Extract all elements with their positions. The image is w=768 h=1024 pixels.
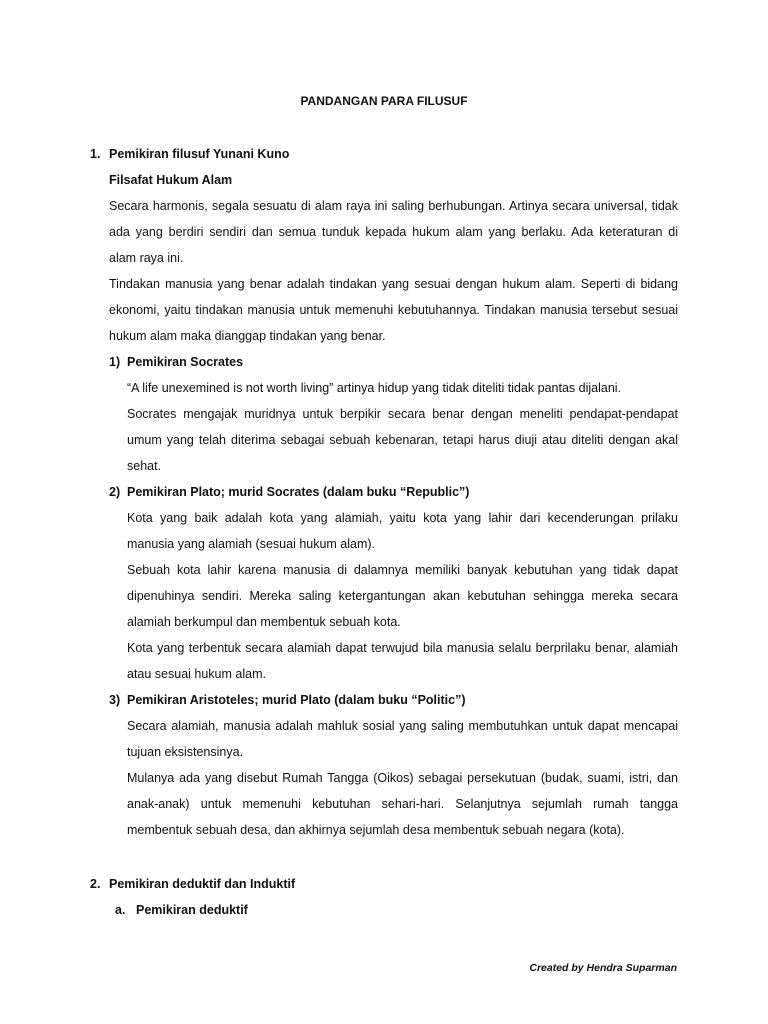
item-3-number: 3) bbox=[109, 693, 121, 707]
section-2-heading: Pemikiran deduktif dan Induktif bbox=[109, 877, 296, 891]
item-3-heading: Pemikiran Aristoteles; murid Plato (dalam buku “Politic”) bbox=[127, 693, 466, 707]
item-2-number: 2) bbox=[109, 485, 121, 499]
item-2-line: alamiah berkumpul dan membentuk sebuah kota. bbox=[127, 615, 401, 629]
paragraph-line: alam raya ini. bbox=[109, 251, 184, 265]
item-2-line: Kota yang terbentuk secara alamiah dapat terwujud bila manusia selalu berprilaku benar, alamiah bbox=[127, 641, 678, 655]
item-3-line: anak-anak) untuk memenuhi kebutuhan sehari-hari. Selanjutnya sejumlah rumah tangga bbox=[127, 797, 678, 811]
item-1-line: umum yang telah diterima sebagai sebuah kebenaran, tetapi harus diuji atau diteliti dengan akal bbox=[127, 433, 678, 447]
item-3-line: Secara alamiah, manusia adalah mahluk sosial yang saling membutuhkan untuk dapat mencapai bbox=[127, 719, 678, 733]
section-2a-heading: Pemikiran deduktif bbox=[136, 903, 248, 917]
document-title: PANDANGAN PARA FILUSUF bbox=[300, 94, 468, 108]
item-2-line: atau sesuai hukum alam. bbox=[127, 667, 266, 681]
item-3-line: Mulanya ada yang disebut Rumah Tangga (Oikos) sebagai persekutuan (budak, suami, istri, dan bbox=[127, 771, 678, 785]
item-2-heading: Pemikiran Plato; murid Socrates (dalam buku “Republic”) bbox=[127, 485, 470, 499]
paragraph-line: Tindakan manusia yang benar adalah tindakan yang sesuai dengan hukum alam. Seperti di bidang bbox=[109, 277, 678, 291]
paragraph-line: ekonomi, yaitu tindakan manusia untuk memenuhi kebutuhannya. Tindakan manusia tersebut sesuai bbox=[109, 303, 678, 317]
section-1-number: 1. bbox=[90, 147, 101, 161]
footer-credit: Created by Hendra Suparman bbox=[529, 962, 677, 974]
section-2a-number: a. bbox=[115, 903, 126, 917]
item-1-line: sehat. bbox=[127, 459, 162, 473]
section-1-subheading: Filsafat Hukum Alam bbox=[109, 173, 233, 187]
paragraph-line: hukum alam maka dianggap tindakan yang benar. bbox=[109, 329, 386, 343]
paragraph-line: Secara harmonis, segala sesuatu di alam raya ini saling berhubungan. Artinya secara universal, tidak bbox=[109, 199, 678, 213]
item-2-line: Sebuah kota lahir karena manusia di dalamnya memiliki banyak kebutuhan yang tidak dapat bbox=[127, 563, 678, 577]
item-1-number: 1) bbox=[109, 355, 121, 369]
item-3-line: membentuk sebuah desa, dan akhirnya sejumlah desa membentuk sebuah negara (kota). bbox=[127, 823, 625, 837]
item-2-line: Kota yang baik adalah kota yang alamiah, yaitu kota yang lahir dari kecenderungan prilaku bbox=[127, 511, 678, 525]
item-2-line: dipenuhinya sendiri. Mereka saling ketergantungan akan kebutuhan sehingga mereka secara bbox=[127, 589, 678, 603]
item-2-line: manusia yang alamiah (sesuai hukum alam). bbox=[127, 537, 376, 551]
item-1-heading: Pemikiran Socrates bbox=[127, 355, 244, 369]
section-1-heading: Pemikiran filusuf Yunani Kuno bbox=[109, 147, 290, 161]
item-1-line: “A life unexemined is not worth living” artinya hidup yang tidak diteliti tidak pantas dijalani. bbox=[127, 381, 622, 395]
item-3-line: tujuan eksistensinya. bbox=[127, 745, 244, 759]
paragraph-line: ada yang berdiri sendiri dan semua tunduk kepada hukum alam yang berlaku. Ada keteraturan di bbox=[109, 225, 678, 239]
item-1-line: Socrates mengajak muridnya untuk berpikir secara benar dengan meneliti pendapat-pendapat bbox=[127, 407, 678, 421]
section-2-number: 2. bbox=[90, 877, 101, 891]
